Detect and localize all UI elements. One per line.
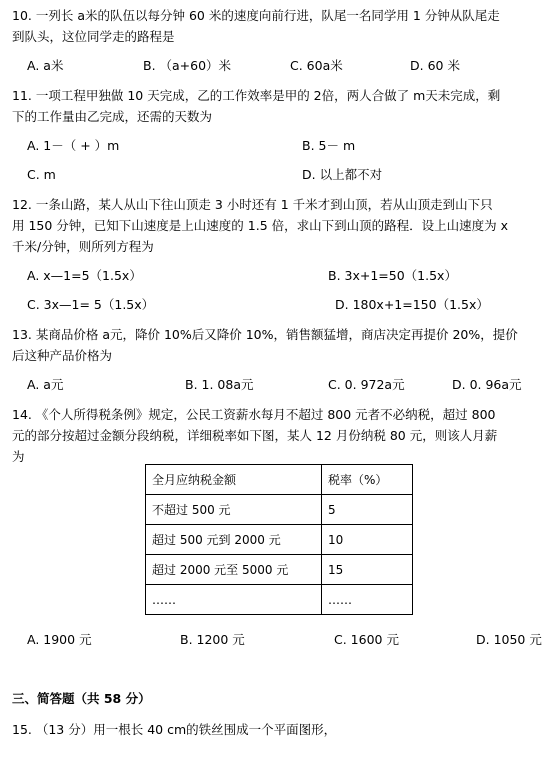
tax-rate-table <box>145 464 413 615</box>
table-cell: 15 <box>322 555 413 585</box>
q12-option-c: C. 3x—1= 5（1.5x） <box>27 297 155 312</box>
q12-option-d: D. 180x+1=150（1.5x） <box>335 297 489 312</box>
q12-text-line2: 用 150 分钟，已知下山速度是上山速度的 1.5 倍，求山下到山顶的路程．设上山速度为 x <box>12 218 509 233</box>
q13-text-line1: 13. 某商品价格 a元，降价 10%后又降价 10%，销售额猛增，商店决定再提价 20%，提价 <box>12 327 518 342</box>
q12-text-line1: 12. 一条山路，某人从山下往山顶走 3 小时还有 1 千米才到山顶，若从山顶走到山下只 <box>12 197 493 212</box>
q10-option-d: D. 60 米 <box>410 58 460 73</box>
q13-option-d: D. 0. 96a元 <box>452 377 522 392</box>
q15-text-line1: 15. （13 分）用一根长 40 cm的铁丝围成一个平面图形， <box>12 722 337 737</box>
q10-option-c: C. 60a米 <box>290 58 343 73</box>
q13-option-b: B. 1. 08a元 <box>185 377 254 392</box>
table-cell: 5 <box>322 495 413 525</box>
table-row <box>146 585 413 615</box>
q13-option-c: C. 0. 972a元 <box>328 377 405 392</box>
table-cell: 超过 500 元到 2000 元 <box>146 525 322 555</box>
q14-option-c: C. 1600 元 <box>334 632 399 647</box>
table-cell: …… <box>322 585 413 615</box>
table-cell: …… <box>146 585 322 615</box>
table-cell: 超过 2000 元至 5000 元 <box>146 555 322 585</box>
table-row <box>146 555 413 585</box>
q10-option-a: A. a米 <box>27 58 64 73</box>
q11-option-b: B. 5－ m <box>302 138 356 153</box>
q13-option-a: A. a元 <box>27 377 64 392</box>
table-header-amount: 全月应纳税金额 <box>146 465 322 495</box>
q14-option-b: B. 1200 元 <box>180 632 245 647</box>
table-cell: 不超过 500 元 <box>146 495 322 525</box>
q10-text-line1: 10. 一列长 a米的队伍以每分钟 60 米的速度向前行进，队尾一名同学用 1 分钟从队尾走 <box>12 8 500 23</box>
q12-option-a: A. x—1=5（1.5x） <box>27 268 142 283</box>
q11-option-d: D. 以上都不对 <box>302 167 383 182</box>
q11-text-line2: 下的工作量由乙完成，还需的天数为 <box>12 109 213 124</box>
table-cell: 10 <box>322 525 413 555</box>
q11-option-c: C. m <box>27 167 56 182</box>
q13-text-line2: 后这种产品价格为 <box>12 348 113 363</box>
section-title: 三、简答题（共 58 分） <box>12 691 151 706</box>
q14-text-line2: 元的部分按超过金额分段纳税，详细税率如下图，某人 12 月份纳税 80 元，则该人月薪 <box>12 428 498 443</box>
q11-option-a: A. 1－（ + ）m <box>27 138 120 153</box>
q14-text-line3: 为 <box>12 449 25 464</box>
q11-text-line1: 11. 一项工程甲独做 10 天完成，乙的工作效率是甲的 2倍，两人合做了 m天未完成，剩 <box>12 88 501 103</box>
q12-text-line3: 千米/分钟，则所列方程为 <box>12 239 154 254</box>
table-header-rate: 税率（%） <box>322 465 413 495</box>
table-row <box>146 525 413 555</box>
q14-text-line1: 14. 《个人所得税条例》规定，公民工资薪水每月不超过 800 元者不必纳税，超过 800 <box>12 407 496 422</box>
q14-option-a: A. 1900 元 <box>27 632 92 647</box>
q10-option-b: B. （a+60）米 <box>143 58 232 73</box>
q10-text-line2: 到队头，这位同学走的路程是 <box>12 29 175 44</box>
q14-option-d: D. 1050 元 <box>476 632 542 647</box>
table-header-row <box>146 465 413 495</box>
table-row <box>146 495 413 525</box>
q12-option-b: B. 3x+1=50（1.5x） <box>328 268 457 283</box>
